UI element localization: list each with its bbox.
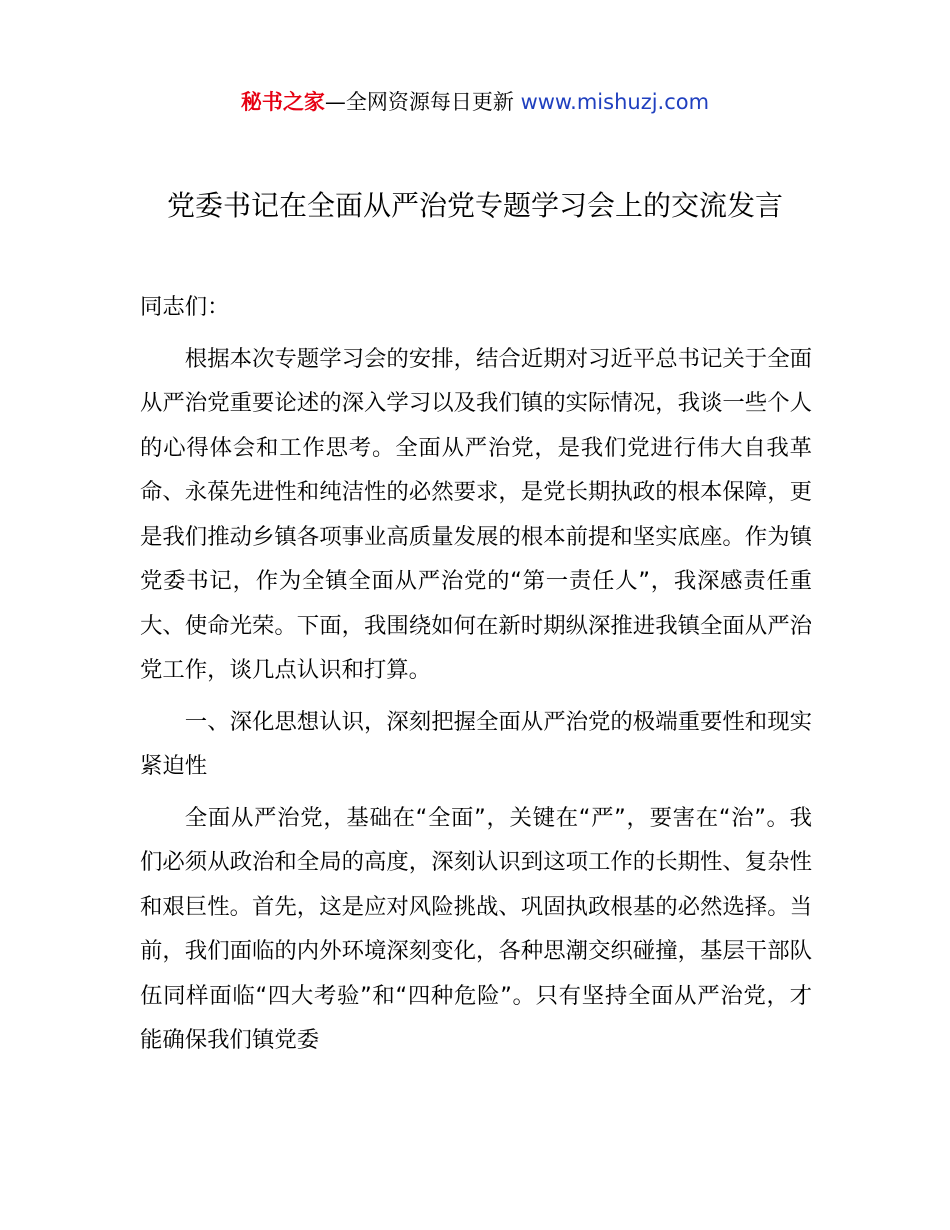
salutation: 同志们： bbox=[140, 294, 230, 320]
section-heading-1: 一、深化思想认识，深刻把握全面从严治党的极端重要性和现实紧迫性 bbox=[140, 708, 812, 779]
site-header bbox=[0, 84, 950, 120]
document-title: 党委书记在全面从严治党专题学习会上的交流发言 bbox=[166, 189, 783, 222]
paragraph-section-1: 全面从严治党，基础在“全面”，关键在“严”，要害在“治”。我们必须从政治和全局的高度，深刻认识到这项工作的长期性、复杂性和艰巨性。首先，这是应对风险挑战、巩固执政根基的必然选择。当前，我们面临的内外环境深刻变化，各种思潮交织碰撞，基层干部队伍同样面临“四大考验”和“四种危险”。只有坚持全面从严治党，才能确保我们镇党委 bbox=[140, 804, 812, 1053]
site-tagline: —全网资源每日更新 bbox=[324, 90, 521, 114]
site-url-link[interactable]: www.mishuzj.com bbox=[520, 90, 710, 114]
document-body bbox=[140, 285, 812, 1070]
site-brand: 秘书之家 bbox=[240, 90, 325, 114]
paragraph-intro: 根据本次专题学习会的安排，结合近期对习近平总书记关于全面从严治党重要论述的深入学习以及我们镇的实际情况，我谈一些个人的心得体会和工作思考。全面从严治党，是我们党进行伟大自我革命、永葆先进性和纯洁性的必然要求，是党长期执政的根本保障，更是我们推动乡镇各项事业高质量发展的根本前提和坚实底座。作为镇党委书记，作为全镇全面从严治党的“第一责任人”，我深感责任重大、使命光荣。下面，我围绕如何在新时期纵深推进我镇全面从严治党工作，谈几点认识和打算。 bbox=[140, 345, 812, 683]
